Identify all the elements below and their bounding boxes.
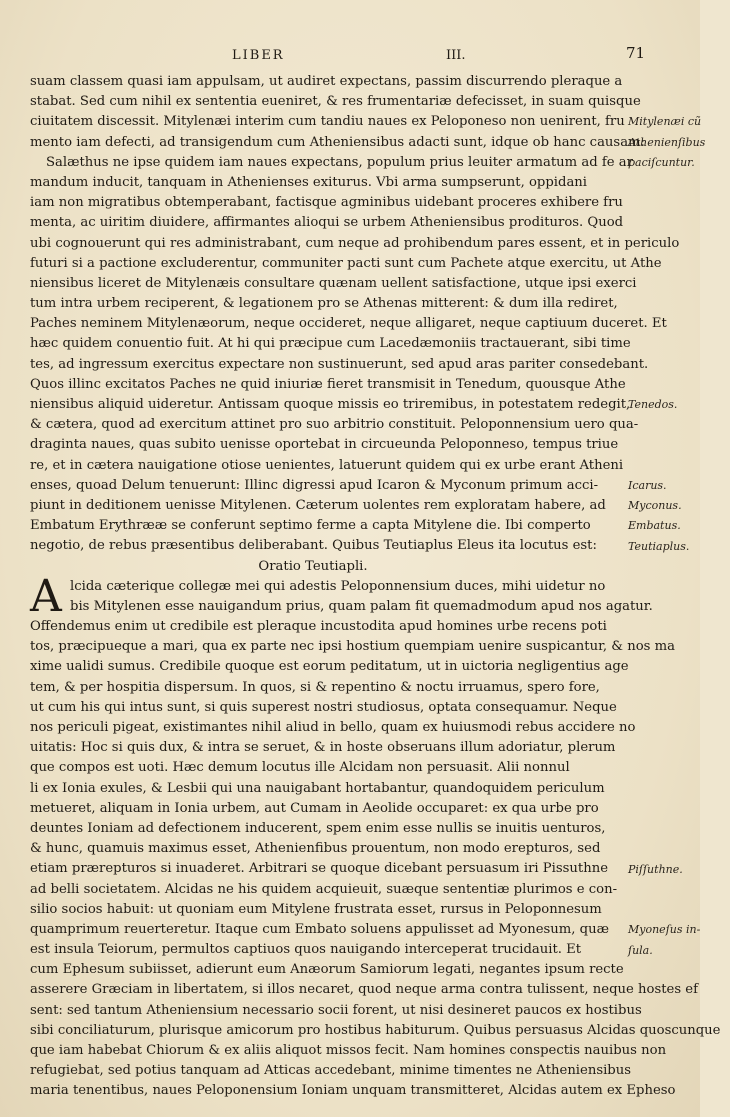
text-line: sibi conciliaturum, plurisque amicorum pro hostibus habiturum. Quibus persuasus Alcidas quoscunque xyxy=(30,1022,721,1038)
text-line: cum Ephesum subiisset, adierunt eum Anæorum Samiorum legati, negantes ipsum recte xyxy=(30,962,624,978)
text-line: asserere Græciam in libertatem, si illos necaret, quod neque arma contra tulissent, neque hostes ef xyxy=(30,982,698,998)
text-line: menta, ac uiritim diuidere, affirmantes alioqui se urbem Atheniensibus prodituros. Quod xyxy=(30,215,624,231)
text-line: iam non migratibus obtemperabant, factisque agminibus uidebant proceres exhibere fru xyxy=(30,195,623,211)
text-line: deuntes Ioniam ad defectionem inducerent, spem enim esse nullis se inuitis uenturos, xyxy=(30,820,606,836)
text-line: uitatis: Hoc si quis dux, & intra se seruet, & in hoste obseruans illum adoriatur, plerum xyxy=(30,740,616,756)
text-line: Paches neminem Mitylenæorum, neque occideret, neque alligaret, neque captiuum duceret. Et xyxy=(30,316,667,332)
margin-note: Icarus. xyxy=(628,479,667,492)
text-line: tes, ad ingressum exercitus expectare non sustinuerunt, sed apud aras pariter consedebant. xyxy=(30,356,649,372)
text-line: tum intra urbem reciperent, & legationem pro se Athenas mitterent: & dum illa rediret, xyxy=(30,296,618,312)
text-line: hæc quidem conuentio fuit. At hi qui præcipue cum Lacedæmoniis tractauerant, sibi time xyxy=(30,336,631,352)
running-header xyxy=(0,44,700,68)
text-line: Embatum Erythrææ se conferunt septimo ferme a capta Mitylene die. Ibi comperto xyxy=(30,518,591,534)
margin-note: Piſſuthne. xyxy=(628,862,683,876)
running-title: LIBER xyxy=(232,48,285,63)
text-line: niensibus aliquid uideretur. Antissam quoque missis eo triremibus, in potestatem redegit, xyxy=(30,397,631,412)
text-line: xime ualidi sumus. Credibile quoque est eorum peditatum, ut in uictoria negligentius age xyxy=(30,659,629,675)
margin-note: Mitylenæi cũ xyxy=(628,115,702,129)
text-line: tos, præcipueque a mari, qua ex parte nec ipsi hostium quempiam uenire suspicantur, & nos ma xyxy=(30,639,676,655)
text-line: negotio, de rebus præsentibus deliberabant. Quibus Teutiaplus Eleus ita locutus est: xyxy=(30,538,597,554)
text-line: lcida cæterique collegæ mei qui adestis Peloponnensium duces, mihi uidetur no xyxy=(70,578,606,594)
text-line: stabat. Sed cum nihil ex sententia eueniret, & res frumentariæ defecisset, in suam quisque xyxy=(30,94,641,110)
text-line: & cætera, quod ad exercitum attinet pro suo arbitrio constituit. Peloponnensium uero qua- xyxy=(30,417,639,433)
text-line: que compos est uoti. Hæc demum locutus ille Alcidam non persuasit. Alii nonnul xyxy=(30,760,570,776)
text-line: quamprimum reuerteretur. Itaque cum Embato soluens appulisset ad Myonesum, quæ xyxy=(30,921,610,937)
text-line: mandum inducit, tanquam in Athenienses exiturus. Vbi arma sumpserunt, oppidani xyxy=(30,174,588,190)
text-line: silio socios habuit: ut quoniam eum Mitylene frustrata esset, rursus in Peloponnesum xyxy=(30,901,602,917)
margin-note: Tenedos. xyxy=(628,398,678,412)
margin-note: paciſcuntur. xyxy=(628,155,695,169)
text-line: piunt in deditionem uenisse Mitylenen. Cæterum uolentes rem exploratam habere, ad xyxy=(30,497,606,513)
text-line: nos periculi pigeat, existimantes nihil aliud in bello, quam ex huiusmodi rebus accidere no xyxy=(30,720,636,735)
folio-number: 71 xyxy=(626,44,646,62)
text-line: ubi cognouerunt qui res administrabant, cum neque ad prohibendum pares essent, et in periculo xyxy=(30,235,680,251)
text-line: suam classem quasi iam appulsam, ut audiret expectans, passim discurrendo pleraque a xyxy=(30,74,623,89)
text-line: sent: sed tantum Atheniensium necessario socii forent, ut nisi desineret paucos ex hostibus xyxy=(30,1002,642,1018)
text-line: etiam prærepturos si inuaderet. Arbitrari se quoque dicebant persuasum iri Pissuthne xyxy=(30,861,608,877)
text-line: ad belli societatem. Alcidas ne his quidem acquieuit, suæque sententiæ plurimos e con- xyxy=(30,881,618,897)
text-line: bis Mitylenen esse nauigandum prius, quam palam fit quemadmodum apud nos agatur. xyxy=(70,598,653,614)
text-line: li ex Ionia exules, & Lesbii qui una nauigabant hortabantur, quandoquidem periculum xyxy=(30,780,605,796)
margin-note: Teutiaplus. xyxy=(628,539,690,553)
text-line: maria tenentibus, naues Peloponensium Ioniam unquam transmitteret, Alcidas autem ex Epheso xyxy=(30,1083,676,1099)
text-line: est insula Teiorum, permultos captiuos quos nauigando interceperat trucidauit. Et xyxy=(30,942,582,958)
text-line: re, et in cætera nauigatione otiose uenientes, latuerunt quidem qui ex urbe erant Atheni xyxy=(30,457,624,473)
text-line: que iam habebat Chiorum & ex aliis aliquot missos fecit. Nam homines conspectis nauibus non xyxy=(30,1043,667,1058)
text-line: futuri si a pactione excluderentur, communiter pacti sunt cum Pachete atque exercitu, ut Athe xyxy=(30,255,662,271)
text-line: ut cum his qui intus sunt, si quis superest nostri studiosus, optata consequamur. Neque xyxy=(30,699,617,715)
margin-note: ſula. xyxy=(628,943,653,957)
margin-note: Embatus. xyxy=(628,519,681,533)
text-line: Salæthus ne ipse quidem iam naues expectans, populum prius leuiter armatum ad fe ar xyxy=(46,154,633,170)
text-line: enses, quoad Delum tenuerunt: Illinc digressi apud Icaron & Myconum primum acci- xyxy=(30,477,599,493)
text-line: niensibus liceret de Mitylenæis consultare quænam uellent satisfactione, utque ipsi exerci xyxy=(30,275,637,291)
text-line: Quos illinc excitatos Paches ne quid iniuriæ fieret transmisit in Tenedum, quousque Athe xyxy=(30,376,626,392)
drop-cap: A xyxy=(30,571,62,622)
main-text-block xyxy=(30,72,721,1102)
text-line: tem, & per hospitia dispersum. In quos, si & repentino & noctu irruamus, spero fore, xyxy=(30,679,600,695)
margin-note: Myconus. xyxy=(628,499,682,513)
margin-note: Athenienſibus xyxy=(628,135,706,149)
margin-note: Myoneſus in- xyxy=(628,923,701,937)
text-line: metueret, aliquam in Ionia urbem, aut Cumam in Aeolide occuparet: ex qua urbe pro xyxy=(30,800,599,816)
text-line: mento iam defecti, ad transigendum cum Atheniensibus adacti sunt, idque ob hanc causam: xyxy=(30,134,646,150)
book-number: III. xyxy=(446,48,466,63)
text-line: Offendemus enim ut credibile est pleraque incustodita apud homines urbe recens poti xyxy=(30,619,607,635)
section-heading: Oratio Teutiapli. xyxy=(258,558,368,574)
text-line: ciuitatem discessit. Mitylenæi interim cum tandiu naues ex Peloponeso non uenirent, fru xyxy=(30,114,625,130)
text-line: refugiebat, sed potius tanquam ad Atticas accedebant, minime timentes ne Atheniensibus xyxy=(30,1063,632,1079)
text-line: draginta naues, quas subito uenisse oportebat in circueunda Peloponneso, tempus triue xyxy=(30,437,619,453)
text-line: & hunc, quamuis maximus esset, Athenienfibus prouentum, non modo erepturos, sed xyxy=(30,841,601,857)
